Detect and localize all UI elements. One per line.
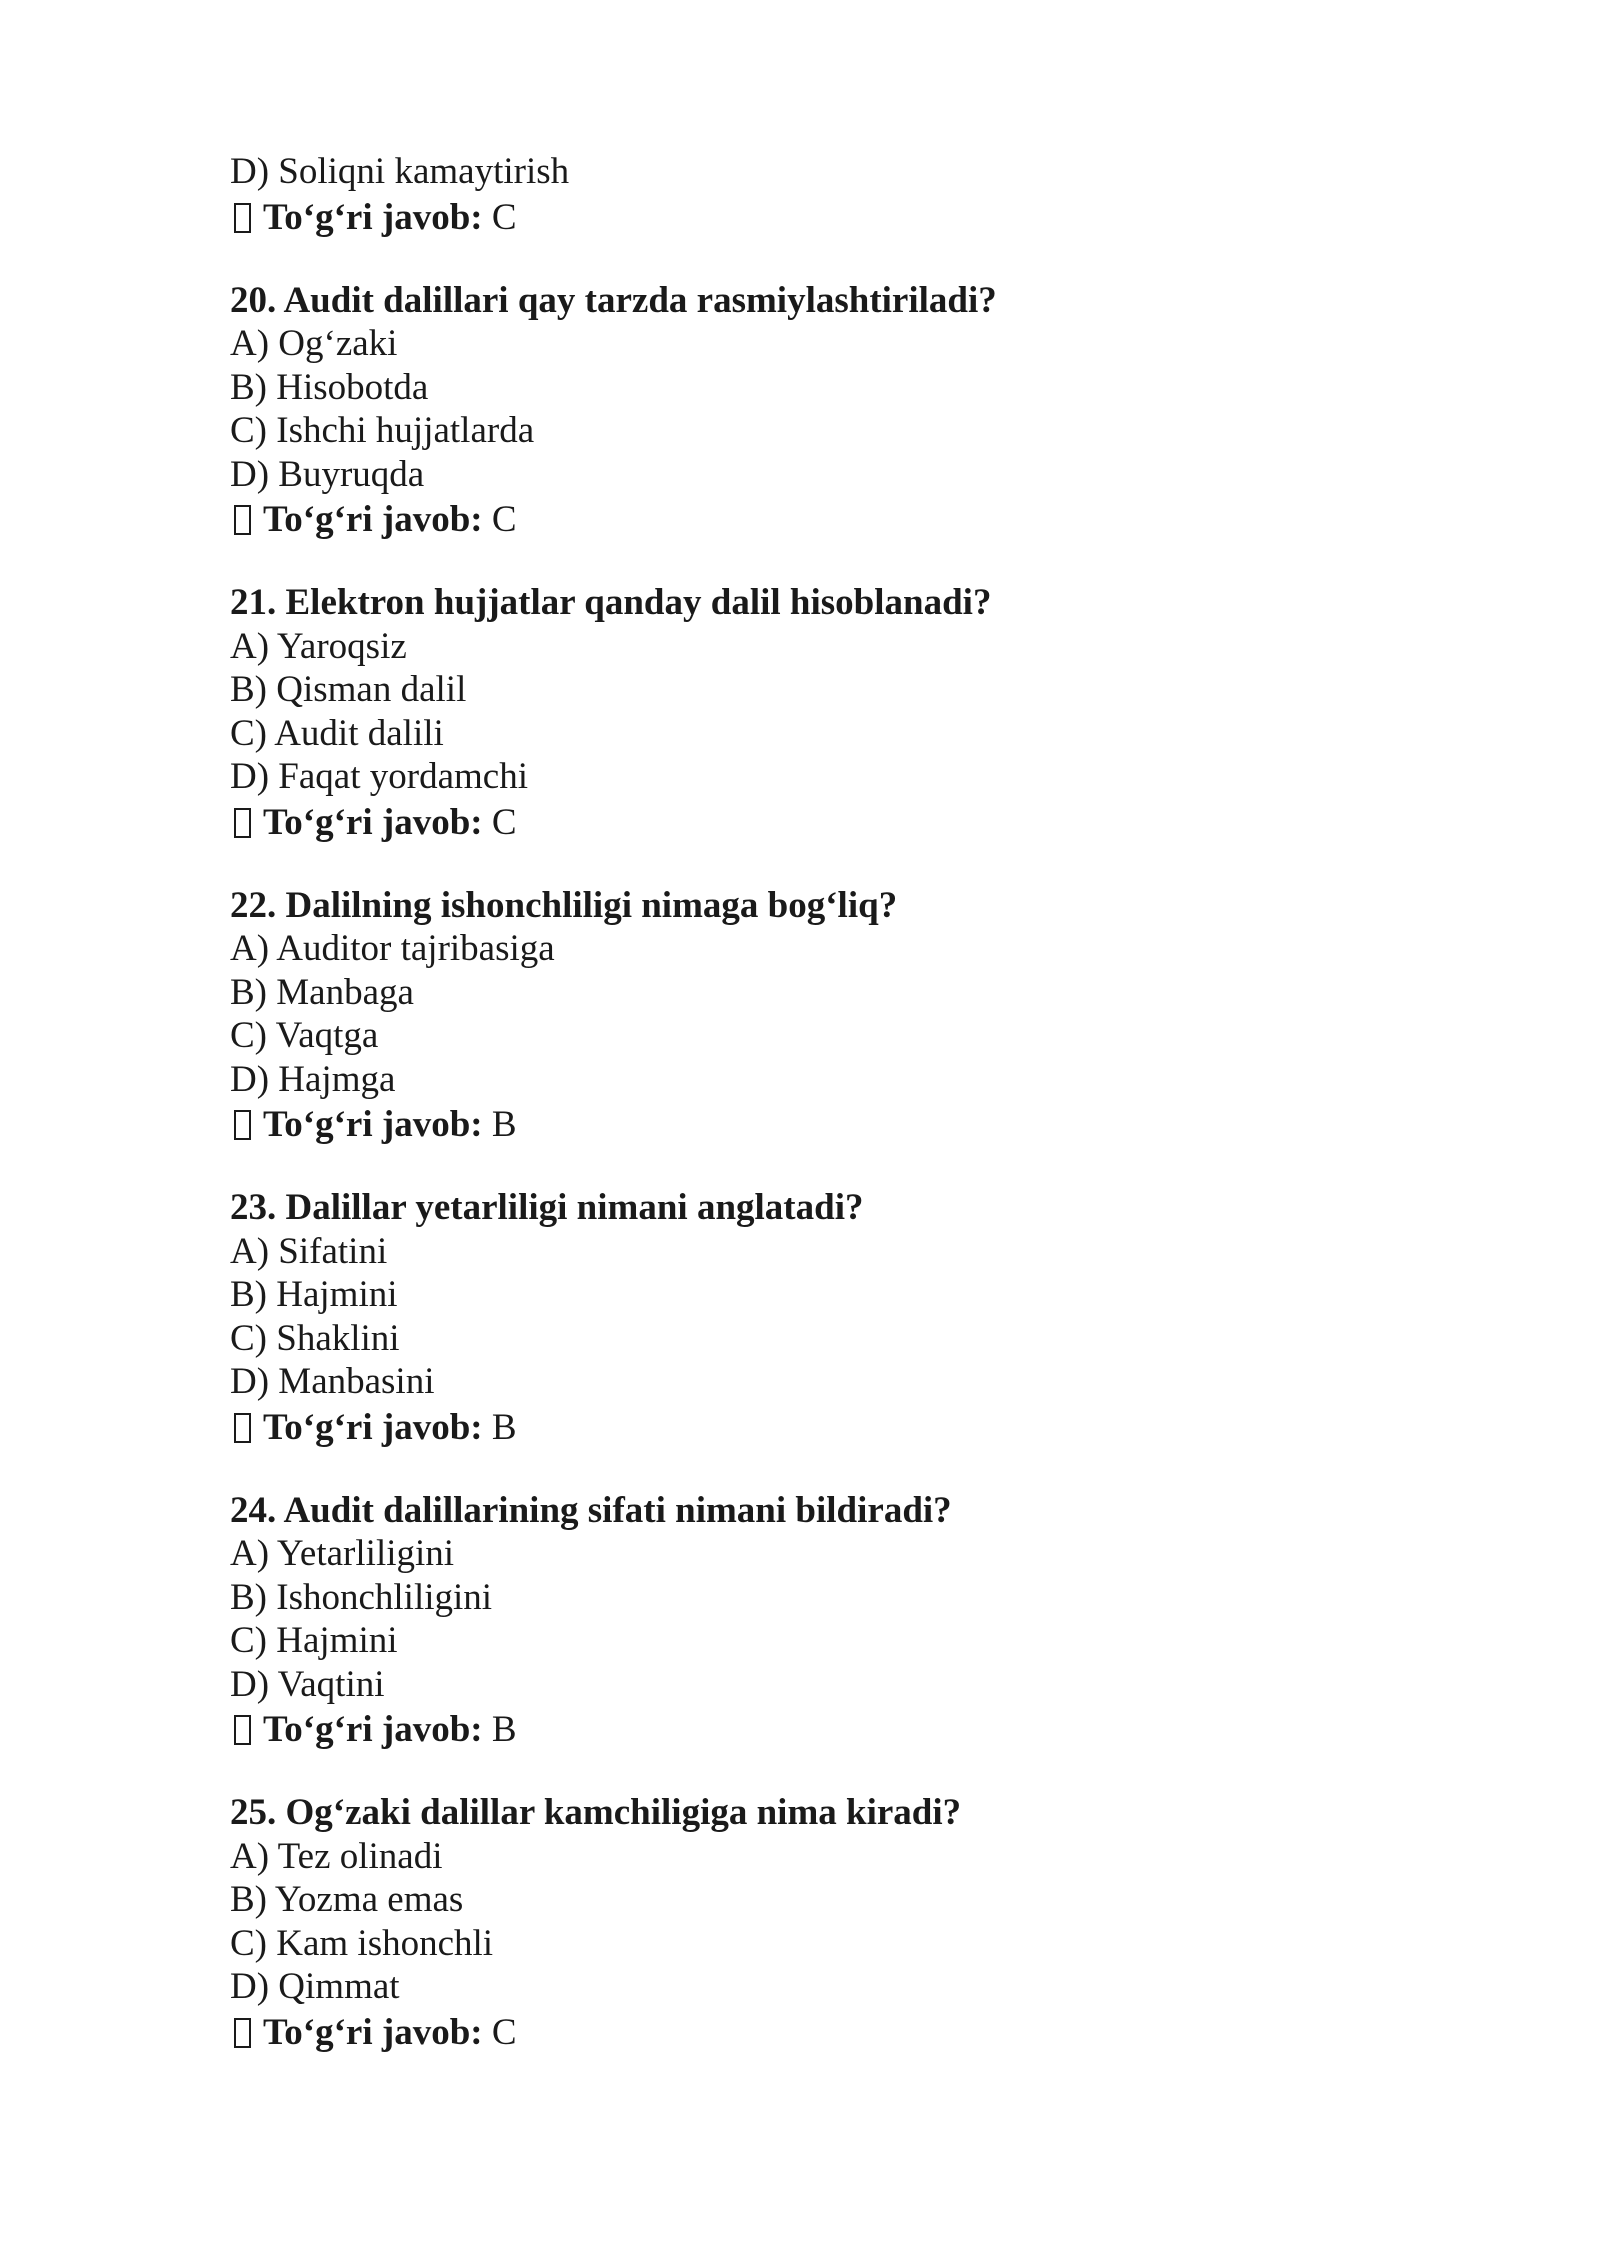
correct-answer xyxy=(230,2009,1430,2056)
answer-label: To‘g‘ri javob: xyxy=(263,1104,483,1145)
leading-answer xyxy=(230,194,1430,241)
question-24 xyxy=(230,1489,1430,1754)
option-a: A) Yaroqsiz xyxy=(230,625,407,667)
question-title: 25. Og‘zaki dalillar kamchiligiga nima kiradi? xyxy=(230,1792,962,1833)
checkbox-icon xyxy=(234,203,251,233)
option-a: A) Sifatini xyxy=(230,1230,388,1272)
answer-label: To‘g‘ri javob: xyxy=(263,1406,483,1448)
question-21 xyxy=(230,581,1430,846)
option-d: D) Hajmga xyxy=(230,1058,396,1100)
answer-value: C xyxy=(491,196,517,238)
option-a: A) Auditor tajribasiga xyxy=(230,928,555,969)
answer-value: B xyxy=(491,1709,517,1750)
option-a: A) Tez olinadi xyxy=(230,1835,443,1877)
option-c: C) Audit dalili xyxy=(230,712,444,754)
option-c: C) Shaklini xyxy=(230,1317,400,1359)
option-b: B) Hajmini xyxy=(230,1274,398,1315)
option-d: D) Vaqtini xyxy=(230,1663,385,1705)
checkbox-icon xyxy=(234,2018,251,2048)
question-23 xyxy=(230,1186,1430,1451)
correct-answer xyxy=(230,496,1430,543)
option-a: A) Og‘zaki xyxy=(230,323,398,364)
answer-value: B xyxy=(491,1104,517,1145)
answer-label: To‘g‘ri javob: xyxy=(263,1709,483,1750)
option-d: D) Buyruqda xyxy=(230,453,425,495)
answer-label: To‘g‘ri javob: xyxy=(263,499,483,540)
option-a: A) Yetarliligini xyxy=(230,1533,455,1574)
document-page xyxy=(230,150,1430,2056)
option-b: B) Qisman dalil xyxy=(230,669,467,710)
answer-label: To‘g‘ri javob: xyxy=(263,2011,483,2053)
correct-answer xyxy=(230,1101,1430,1148)
question-title: 21. Elektron hujjatlar qanday dalil hisoblanadi? xyxy=(230,582,992,623)
option-b: B) Yozma emas xyxy=(230,1879,464,1920)
question-title: 23. Dalillar yetarliligi nimani anglatadi? xyxy=(230,1187,864,1228)
correct-answer xyxy=(230,799,1430,846)
option-d: D) Qimmat xyxy=(230,1966,400,2007)
option-c: C) Ishchi hujjatlarda xyxy=(230,410,535,451)
answer-value: C xyxy=(491,2011,517,2053)
correct-answer xyxy=(230,1706,1430,1753)
question-title: 24. Audit dalillarining sifati nimani bildiradi? xyxy=(230,1489,952,1531)
option-b: B) Manbaga xyxy=(230,971,414,1013)
correct-answer xyxy=(230,1404,1430,1451)
answer-value: C xyxy=(491,801,517,843)
answer-label: To‘g‘ri javob: xyxy=(263,801,483,843)
question-title: 22. Dalilning ishonchliligi nimaga bog‘liq? xyxy=(230,884,898,926)
option-c: C) Hajmini xyxy=(230,1620,398,1661)
answer-value: B xyxy=(491,1406,517,1448)
answer-label: To‘g‘ri javob: xyxy=(263,196,483,238)
question-22 xyxy=(230,884,1430,1149)
question-title: 20. Audit dalillari qay tarzda rasmiylashtiriladi? xyxy=(230,279,997,321)
option-c: C) Vaqtga xyxy=(230,1015,379,1056)
checkbox-icon xyxy=(234,505,251,535)
leading-option: D) Soliqni kamaytirish xyxy=(230,151,570,192)
option-b: B) Ishonchliligini xyxy=(230,1576,493,1618)
answer-value: C xyxy=(491,499,517,540)
checkbox-icon xyxy=(234,1413,251,1443)
question-20 xyxy=(230,279,1430,544)
option-d: D) Manbasini xyxy=(230,1361,435,1402)
checkbox-icon xyxy=(234,1715,251,1745)
option-d: D) Faqat yordamchi xyxy=(230,756,528,797)
option-b: B) Hisobotda xyxy=(230,366,429,408)
checkbox-icon xyxy=(234,1110,251,1140)
question-25 xyxy=(230,1791,1430,2056)
option-c: C) Kam ishonchli xyxy=(230,1922,494,1964)
checkbox-icon xyxy=(234,808,251,838)
